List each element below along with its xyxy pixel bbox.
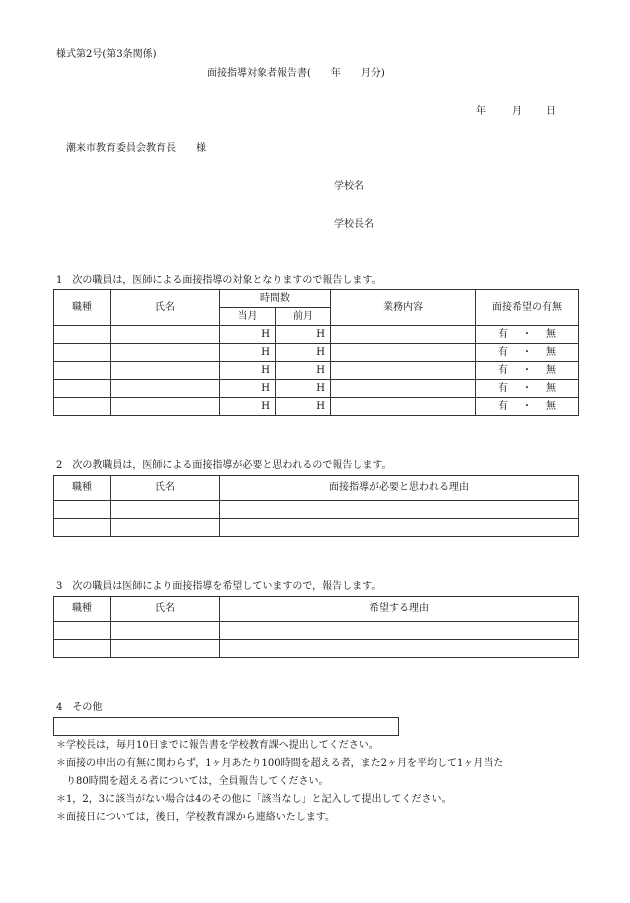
no-option[interactable]: 無: [546, 364, 556, 376]
section1-heading: 1 次の職員は，医師による面接指導の対象となりますので報告します。: [56, 275, 382, 286]
work-cell[interactable]: [331, 398, 476, 416]
name-cell[interactable]: [111, 501, 220, 519]
current-hours-cell[interactable]: H: [220, 344, 276, 362]
prev-hours-cell[interactable]: H: [276, 380, 331, 398]
wish-cell[interactable]: [476, 362, 579, 380]
job-cell[interactable]: [54, 622, 111, 640]
header-prev-month: 前月: [276, 308, 331, 326]
note-2-cont: り80時間を超える者については，全員報告してください。: [56, 776, 329, 787]
job-cell[interactable]: [54, 640, 111, 658]
page-title: 面接指導対象者報告書( 年 月分): [207, 68, 385, 79]
date-month: 月: [512, 106, 522, 117]
date-day: 日: [546, 106, 556, 117]
name-cell[interactable]: [111, 344, 220, 362]
table-row: [54, 398, 579, 416]
section1-table: [53, 289, 579, 416]
section3-heading: 3 次の職員は医師により面接指導を希望していますので，報告します。: [56, 581, 382, 592]
section2-heading: 2 次の教職員は，医師による面接指導が必要と思われるので報告します。: [56, 460, 392, 471]
table-row: [54, 640, 579, 658]
table-row: [54, 622, 579, 640]
addressee: 潮来市教育委員会教育長 様: [66, 143, 206, 154]
work-cell[interactable]: [331, 380, 476, 398]
wish-cell[interactable]: [476, 344, 579, 362]
prev-hours-cell[interactable]: H: [276, 398, 331, 416]
header-job: 職種: [54, 476, 111, 501]
header-reason: 希望する理由: [220, 597, 579, 622]
current-hours-cell[interactable]: H: [220, 398, 276, 416]
header-current-month: 当月: [220, 308, 276, 326]
name-cell[interactable]: [111, 640, 220, 658]
current-hours-cell[interactable]: H: [220, 362, 276, 380]
reason-cell[interactable]: [220, 640, 579, 658]
job-cell[interactable]: [54, 344, 111, 362]
name-cell[interactable]: [111, 519, 220, 537]
yes-option[interactable]: 有: [498, 346, 508, 358]
no-option[interactable]: 無: [546, 328, 556, 340]
name-cell[interactable]: [111, 326, 220, 344]
note-4: ＊面接日については，後日，学校教育課から連絡いたします。: [56, 812, 335, 823]
header-hours: 時間数: [220, 290, 331, 308]
table-row: [54, 501, 579, 519]
separator: ・: [522, 382, 532, 394]
school-name-label: 学校名: [334, 181, 364, 192]
table-row: [54, 519, 579, 537]
reason-cell[interactable]: [220, 622, 579, 640]
separator: ・: [522, 364, 532, 376]
name-cell[interactable]: [111, 362, 220, 380]
prev-hours-cell[interactable]: H: [276, 362, 331, 380]
header-reason: 面接指導が必要と思われる理由: [220, 476, 579, 501]
prev-hours-cell[interactable]: H: [276, 326, 331, 344]
prev-hours-cell[interactable]: H: [276, 344, 331, 362]
table-row: [54, 362, 579, 380]
principal-label: 学校長名: [334, 219, 374, 230]
wish-cell[interactable]: [476, 326, 579, 344]
job-cell[interactable]: [54, 326, 111, 344]
current-hours-cell[interactable]: H: [220, 380, 276, 398]
note-3: ＊1，2，3に該当がない場合は4のその他に「該当なし」と記入して提出してください。: [56, 794, 452, 805]
table-row: [54, 380, 579, 398]
header-job: 職種: [54, 290, 111, 326]
header-name: 氏名: [111, 290, 220, 326]
job-cell[interactable]: [54, 398, 111, 416]
section4-heading: 4 その他: [56, 702, 103, 713]
name-cell[interactable]: [111, 622, 220, 640]
form-number: 様式第2号(第3条関係): [56, 49, 157, 60]
note-2: ＊面接の申出の有無に関わらず，1ヶ月あたり100時間を超える者，また2ヶ月を平均して1ヶ月当た: [56, 758, 504, 769]
header-work: 業務内容: [331, 290, 476, 326]
work-cell[interactable]: [331, 362, 476, 380]
header-job: 職種: [54, 597, 111, 622]
wish-cell[interactable]: [476, 380, 579, 398]
yes-option[interactable]: 有: [498, 364, 508, 376]
job-cell[interactable]: [54, 501, 111, 519]
no-option[interactable]: 無: [546, 346, 556, 358]
work-cell[interactable]: [331, 326, 476, 344]
work-cell[interactable]: [331, 344, 476, 362]
separator: ・: [522, 400, 532, 412]
name-cell[interactable]: [111, 380, 220, 398]
header-name: 氏名: [111, 476, 220, 501]
name-cell[interactable]: [111, 398, 220, 416]
job-cell[interactable]: [54, 519, 111, 537]
yes-option[interactable]: 有: [498, 328, 508, 340]
yes-option[interactable]: 有: [498, 382, 508, 394]
wish-cell[interactable]: [476, 398, 579, 416]
no-option[interactable]: 無: [546, 400, 556, 412]
other-input-box[interactable]: [53, 717, 399, 736]
section3-table: [53, 596, 579, 658]
note-1: ＊学校長は，毎月10日までに報告書を学校教育課へ提出してください。: [56, 740, 379, 751]
job-cell[interactable]: [54, 362, 111, 380]
yes-option[interactable]: 有: [498, 400, 508, 412]
date-year: 年: [476, 106, 486, 117]
section2-table: [53, 475, 579, 537]
table-row: [54, 326, 579, 344]
separator: ・: [522, 346, 532, 358]
separator: ・: [522, 328, 532, 340]
reason-cell[interactable]: [220, 501, 579, 519]
header-name: 氏名: [111, 597, 220, 622]
table-row: [54, 344, 579, 362]
current-hours-cell[interactable]: H: [220, 326, 276, 344]
no-option[interactable]: 無: [546, 382, 556, 394]
job-cell[interactable]: [54, 380, 111, 398]
header-wish: 面接希望の有無: [476, 290, 579, 326]
reason-cell[interactable]: [220, 519, 579, 537]
